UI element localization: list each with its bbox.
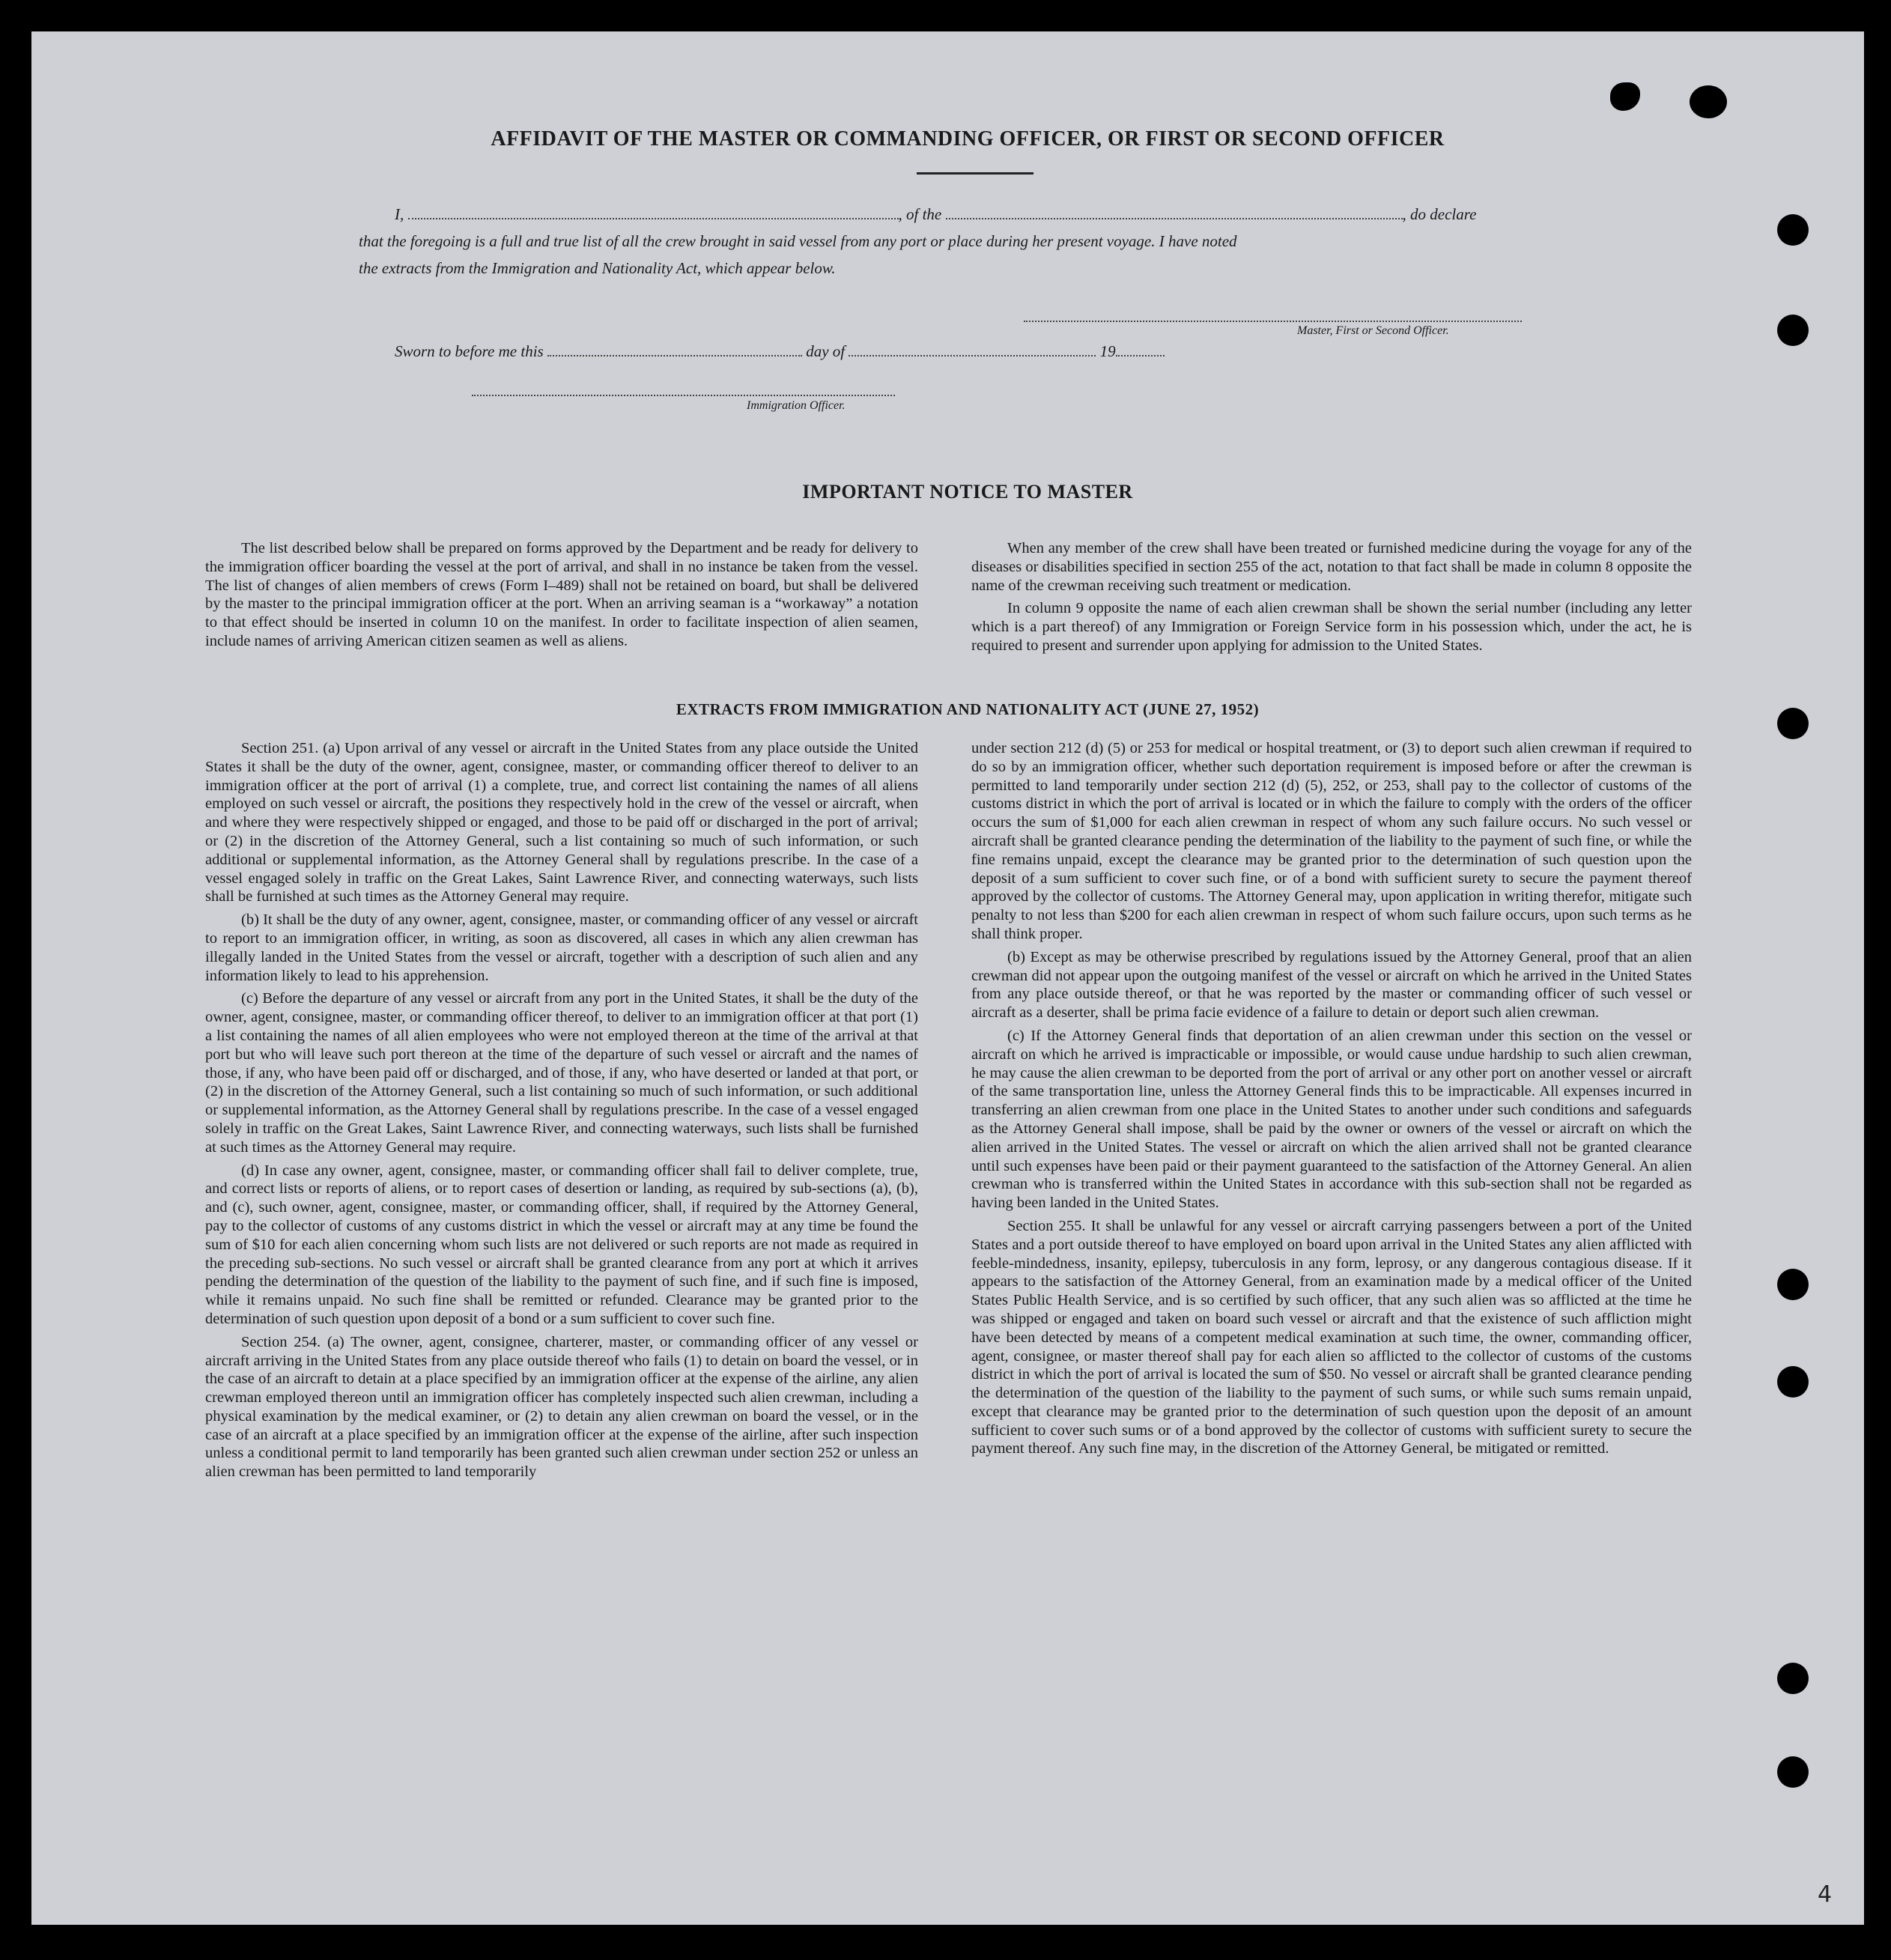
affidavit-title: AFFIDAVIT OF THE MASTER OR COMMANDING OFFICER, OR FIRST OR SECOND OFFICER bbox=[491, 127, 1445, 151]
sworn-line bbox=[395, 342, 1165, 361]
section-251-c: (c) Before the departure of any vessel or aircraft from any port in the United States, it shall be the duty of the owner, agent, consignee, master, or commanding officer thereof, to deliver to an immigration officer at that port (1) a list containing the names of all alien employees who were not employed thereon at the time of the arrival at that port but who will leave such port thereon at the time of the departure of such vessel or aircraft and the names of those, if any, who have been paid off or discharged, and of those, if any, who have deserted or landed at that port, or (2) in the discretion of the Attorney General, such a list containing so much of such information, or such additional or supplemental information, as the Attorney General shall by regulations prescribe. In the case of a vessel engaged solely in traffic on the Great Lakes, Saint Lawrence River, and connecting waterways, such lists shall be furnished at such times as the Attorney General may require. bbox=[205, 990, 918, 1156]
section-251-d: (d) In case any owner, agent, consignee, master, or commanding officer shall fail to deliver complete, true, and correct lists or reports of aliens, or to report cases of desertion or landing, as required by sub-sections (a), (b), and (c), such owner, agent, consignee, master, or commanding officer, shall, if required by the Attorney General, pay to the collector of customs of any customs district in which the vessel or aircraft may at any time be found the sum of $10 for each alien concerning whom such lists are not delivered or such reports are not made as required in the preceding sub-sections. No such vessel or aircraft shall be granted clearance from any port at which it arrives pending the determination of the question of the liability to the payment of such fine, and if such fine is imposed, while it remains unpaid. No such fine shall be remitted or refunded. Clearance may be granted prior to the determination of such question upon deposit of a bond or a sum sufficient to cover such fine. bbox=[205, 1162, 918, 1327]
document-page bbox=[31, 31, 1864, 1925]
binder-hole bbox=[1777, 214, 1809, 246]
section-251-b: (b) It shall be the duty of any owner, agent, consignee, master, or commanding officer of any vessel or aircraft to report to an immigration officer, in writing, as soon as discovered, all cases in which any alien crewman has illegally landed in the United States from the vessel or aircraft, together with a description of such alien and any information likely to lead to his apprehension. bbox=[205, 911, 918, 984]
declaration-line-2: that the foregoing is a full and true list of all the crew brought in said vessel from any port or place during her present voyage. I have noted bbox=[359, 232, 1237, 250]
notice-left-column bbox=[205, 539, 918, 651]
name-blank[interactable] bbox=[408, 215, 899, 219]
extracts-right-column bbox=[971, 739, 1692, 1458]
binder-hole bbox=[1777, 708, 1809, 739]
declaration-i: I, bbox=[395, 205, 404, 223]
binder-hole bbox=[1777, 1269, 1809, 1300]
sworn-year: 19 bbox=[1099, 342, 1116, 360]
notice-title: IMPORTANT NOTICE TO MASTER bbox=[802, 481, 1133, 503]
section-251-a: Section 251. (a) Upon arrival of any vessel or aircraft in the United States from any place outside the United States it shall be the duty of the owner, agent, consignee, master, or commanding officer thereof to deliver to an immigration officer at the port of arrival (1) a complete, true, and correct list containing the names of all aliens employed on such vessel or aircraft, the positions they respectively hold in the crew of the vessel or aircraft, when and where they were respectively shipped or engaged, and those to be paid off or discharged in the port of arrival; or (2) in the discretion of the Attorney General, such a list containing so much of such information, or such additional or supplemental information, as the Attorney General shall by regulations prescribe. In the case of a vessel engaged solely in traffic on the Great Lakes, Saint Lawrence River, and connecting waterways, such lists shall be furnished at such times as the Attorney General may require. bbox=[205, 740, 918, 905]
binder-hole bbox=[1777, 315, 1809, 346]
master-signature-line[interactable] bbox=[1024, 321, 1522, 322]
notice-right-column bbox=[971, 539, 1692, 655]
officer-signature-label: Immigration Officer. bbox=[747, 399, 846, 412]
month-blank[interactable] bbox=[849, 352, 1096, 356]
title-rule bbox=[917, 172, 1033, 175]
master-signature-label: Master, First or Second Officer. bbox=[1297, 324, 1449, 337]
vessel-blank[interactable] bbox=[946, 215, 1403, 219]
notice-right-paragraph-1: When any member of the crew shall have been treated or furnished medicine during the voyage for any of the diseases or disabilities specified in section 255 of the act, notation to that fact shall be made in column 8 opposite the name of the crewman receiving such treatment or medication. bbox=[971, 540, 1692, 594]
extracts-left-column bbox=[205, 739, 918, 1481]
notice-right-paragraph-2: In column 9 opposite the name of each alien crewman shall be shown the serial number (including any letter which is a part thereof) of any Immigration or Foreign Service form in his possession which, under the act, he is required to present and surrender upon applying for admission to the United States. bbox=[971, 600, 1692, 654]
section-254-b: (b) Except as may be otherwise prescribed by regulations issued by the Attorney General, proof that an alien crewman did not appear upon the outgoing manifest of the vessel or aircraft on which he arrived in the United States from any place outside thereof, or that he was reported by the master or commanding officer of such vessel or aircraft as a deserter, shall be prima facie evidence of a failure to detain or deport such alien crewman. bbox=[971, 948, 1692, 1022]
section-254-c: (c) If the Attorney General finds that deportation of an alien crewman under this section on the vessel or aircraft on which he arrived is impracticable or impossible, or would cause undue hardship to such alien crewman, he may cause the alien crewman to be deported from the port of arrival or any other port on another vessel or aircraft of the same transportation line, unless the Attorney General finds this to be impracticable. All expenses incurred in transferring an alien crewman from one place in the United States to another under such conditions and safeguards as the Attorney General shall impose, shall be paid by the owner or owners of the vessel or aircraft on which the alien arrived in the United States. The vessel or aircraft on which the alien arrived shall not be granted clearance until such expenses have been paid or their payment guaranteed to the satisfaction of the Attorney General. An alien crewman who is transferred within the United States in accordance with this sub-section shall not be regarded as having been landed in the United States. bbox=[971, 1027, 1692, 1212]
binder-hole bbox=[1777, 1756, 1809, 1788]
notice-left-paragraph: The list described below shall be prepared on forms approved by the Department and be ready for delivery to the immigration officer boarding the vessel at the port of arrival, and shall in no instance be taken from the vessel. The list of changes of alien members of crews (Form I–489) shall not be retained on board, but shall be delivered by the master to the principal immigration officer at the port. When an arriving seaman is a “workaway” a notation to that effect should be inserted in column 10 on the manifest. In order to facilitate inspection of alien seamen, include names of arriving American citizen seamen as well as aliens. bbox=[205, 540, 918, 649]
section-254-a: Section 254. (a) The owner, agent, consignee, charterer, master, or commanding officer of any vessel or aircraft arriving in the United States from any place outside thereof who fails (1) to detain on board the vessel, or in the case of an aircraft to detain at a place specified by an immigration officer at the expense of the airline, any alien crewman employed thereon until an immigration officer has completely inspected such alien crewman, including a physical examination by the medical examiner, or (2) to detain any alien crewman on board the vessel, or in the case of an aircraft at a place specified by an immigration officer at the expense of the airline, after such inspection unless a conditional permit to land temporarily has been granted such alien crewman under section 252 or unless an alien crewman has been permitted to land temporarily bbox=[205, 1333, 918, 1481]
year-blank[interactable] bbox=[1116, 352, 1165, 356]
punch-mark bbox=[1610, 82, 1640, 111]
binder-hole bbox=[1777, 1663, 1809, 1694]
day-blank[interactable] bbox=[547, 352, 802, 356]
section-254-a-continued: under section 212 (d) (5) or 253 for medical or hospital treatment, or (3) to deport such alien crewman if required to do so by an immigration officer, whether such deportation requirement is imposed before or after the crewman is permitted to land temporarily under section 212 (d) (5), 252, or 253, shall pay to the collector of customs of the customs district in which the port of arrival is located or in which the failure to comply with the orders of the officer occurs the sum of $1,000 for each alien crewman in respect of whom any such failure occurs. No such vessel or aircraft shall be granted clearance pending the determination of the liability to the payment of such fine, or while the fine remains unpaid, except the clearance may be granted prior to the determination of such question upon the deposit of a sum sufficient to cover such fine, or of a bond with sufficient surety to secure the payment thereof approved by the collector of customs. The Attorney General may, upon application in writing therefor, mitigate such penalty to not less than $200 for each alien crewman in respect of whom such failure occurs, upon such terms as he shall think proper. bbox=[971, 740, 1692, 942]
punch-mark bbox=[1690, 85, 1727, 118]
declaration-do-declare: , do declare bbox=[1402, 205, 1477, 223]
officer-signature-line[interactable] bbox=[472, 395, 895, 396]
sworn-prefix: Sworn to before me this bbox=[395, 342, 544, 360]
sworn-day-of: day of bbox=[806, 342, 846, 360]
page-mark: 4 bbox=[1818, 1881, 1833, 1908]
declaration-line-3: the extracts from the Immigration and Nationality Act, which appear below. bbox=[359, 259, 836, 277]
section-255: Section 255. It shall be unlawful for any vessel or aircraft carrying passengers between a port of the United States and a port outside thereof to have employed on board upon arrival in the United States any alien afflicted with feeble-mindedness, insanity, epilepsy, tuberculosis in any form, leprosy, or any dangerous contagious disease. If it appears to the satisfaction of the Attorney General, from an examination made by a medical officer of the United States Public Health Service, and is so certified by such officer, that any such alien was so afflicted at the time he was shipped or engaged and taken on board such vessel or aircraft and that the existence of such affliction might have been detected by means of a competent medical examination at such time, the owner, commanding officer, agent, consignee, or master thereof shall pay for each alien so afflicted to the collector of customs of the customs district in which the port of arrival is located the sum of $50. No vessel or aircraft shall be granted clearance pending the determination of the question of the liability to the payment of such sums, or while such sums remain unpaid, except that clearance may be granted prior to the determination of such question upon the deposit of an amount sufficient to cover such sums or of a bond approved by the collector of customs with sufficient surety to secure the payment thereof. Any such fine may, in the discretion of the Attorney General, be mitigated or remitted. bbox=[971, 1217, 1692, 1457]
declaration-of-the: , of the bbox=[898, 205, 942, 223]
declaration-line-1 bbox=[395, 205, 1476, 224]
extracts-title: EXTRACTS FROM IMMIGRATION AND NATIONALITY ACT (JUNE 27, 1952) bbox=[676, 700, 1260, 718]
binder-hole bbox=[1777, 1366, 1809, 1398]
